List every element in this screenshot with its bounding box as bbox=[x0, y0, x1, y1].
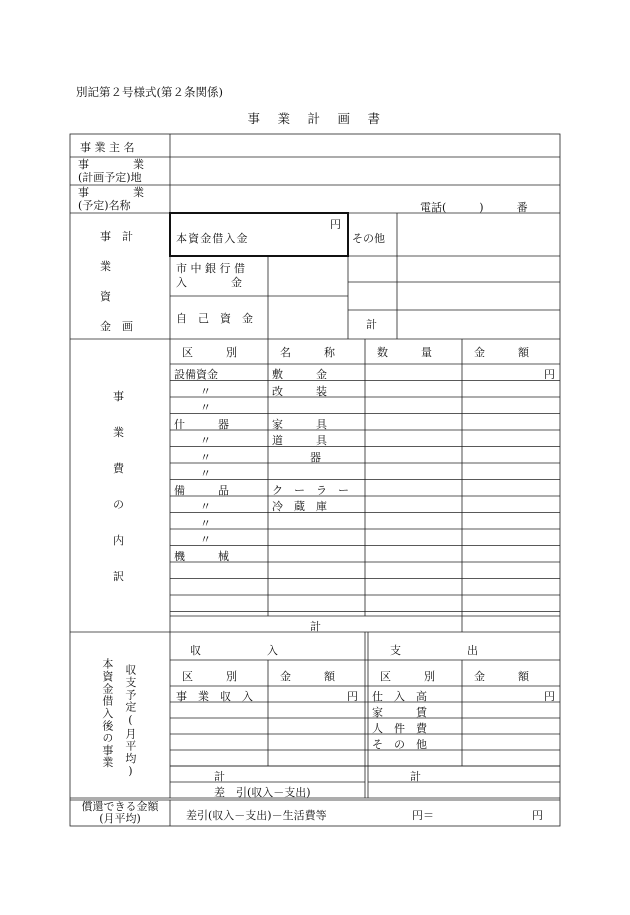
funding-total-label: 計 bbox=[366, 318, 377, 331]
funding-label-1: 事 計 bbox=[100, 230, 133, 243]
header-quantity: 数 量 bbox=[377, 346, 432, 359]
income-header: 収 入 bbox=[190, 644, 278, 657]
income-yen: 円 bbox=[347, 690, 358, 703]
other-label: その他 bbox=[352, 232, 385, 245]
breakdown-section-char: 事 bbox=[113, 390, 124, 403]
breakdown-row-category: 〃 bbox=[200, 401, 211, 414]
breakdown-section-char: 業 bbox=[113, 426, 124, 439]
owner-name-label: 事 業 主 名 bbox=[80, 141, 135, 154]
repayment-yen: 円 bbox=[532, 809, 543, 822]
breakdown-row-category: 〃 bbox=[200, 500, 211, 513]
breakdown-row-category: 設備資金 bbox=[174, 368, 218, 381]
expense-total-label: 計 bbox=[410, 770, 421, 783]
income-cat-header: 区 別 bbox=[182, 670, 237, 683]
breakdown-row-category: 什 器 bbox=[174, 417, 229, 431]
expense-cat-header: 区 別 bbox=[380, 670, 435, 683]
breakdown-row-category: 〃 bbox=[200, 516, 211, 530]
header-amount: 金 額 bbox=[474, 346, 529, 359]
form-caption: 別記第２号様式(第２条関係) bbox=[76, 85, 223, 99]
funding-label-2: 業 bbox=[100, 260, 111, 273]
breakdown-section-char: 内 bbox=[113, 534, 124, 547]
breakdown-row-category: 〃 bbox=[200, 450, 211, 464]
expense-row-category: 仕 入 高 bbox=[372, 690, 427, 703]
expense-header: 支 出 bbox=[390, 644, 478, 657]
funding-label-4: 金 画 bbox=[100, 320, 133, 333]
breakdown-row-category: 備 品 bbox=[174, 483, 229, 497]
breakdown-yen: 円 bbox=[544, 368, 555, 381]
funding-label-3: 資 bbox=[100, 290, 111, 303]
breakdown-row-category: 〃 bbox=[200, 434, 211, 447]
income-row-category: 事 業 収 入 bbox=[176, 690, 253, 703]
repayment-formula: 差引(収入－支出)－生活費等 bbox=[186, 809, 327, 822]
expense-yen: 円 bbox=[544, 690, 555, 703]
breakdown-section-char: 費 bbox=[113, 462, 124, 475]
repayment-yen-eq: 円＝ bbox=[412, 809, 434, 822]
header-name: 名 称 bbox=[280, 346, 335, 359]
phone-label: 電話( ) 番 bbox=[420, 201, 528, 214]
breakdown-row-category: 〃 bbox=[200, 533, 211, 546]
breakdown-row-name: 冷 蔵 庫 bbox=[272, 500, 327, 513]
self-fund-label: 自 己 資 金 bbox=[176, 312, 253, 325]
expense-amount-header: 金 額 bbox=[474, 670, 529, 683]
breakdown-row-name: 敷 金 bbox=[272, 368, 327, 381]
breakdown-total-label: 計 bbox=[310, 620, 321, 633]
difference-label: 差 引(収入－支出) bbox=[214, 786, 311, 799]
breakdown-row-category: 機 械 bbox=[174, 549, 229, 563]
after-loan-label: 本資金借入後の事業 bbox=[100, 658, 114, 769]
expense-row-category: 家 賃 bbox=[372, 706, 427, 719]
expense-row-category: 人 件 費 bbox=[372, 722, 427, 735]
location-label: 事 業 (計画予定)地 bbox=[78, 158, 144, 184]
breakdown-row-name: 道 具 bbox=[272, 434, 327, 447]
breakdown-row-name: ク ー ラ ー bbox=[272, 483, 349, 497]
income-amount-header: 金 額 bbox=[280, 670, 335, 683]
breakdown-row-name: 器 bbox=[310, 450, 321, 464]
document-title: 事 業 計 画 書 bbox=[247, 111, 383, 126]
business-name-label: 事 業 (予定)名称 bbox=[78, 186, 144, 212]
repayment-label: 償還できる金額 (月平均) bbox=[81, 800, 159, 825]
loan-label: 本資金借入金 bbox=[176, 232, 249, 245]
loan-yen: 円 bbox=[330, 218, 341, 231]
expense-row-category: そ の 他 bbox=[372, 738, 427, 751]
income-total-label: 計 bbox=[214, 770, 225, 783]
breakdown-row-category: 〃 bbox=[200, 467, 211, 480]
after-loan-label-2: 収支予定(月平均) bbox=[123, 664, 137, 779]
breakdown-section-char: の bbox=[113, 498, 124, 511]
breakdown-row-name: 家 具 bbox=[272, 417, 327, 431]
breakdown-row-name: 改 装 bbox=[272, 384, 327, 398]
bank-loan-label: 市 中 銀 行 借 入 金 bbox=[176, 262, 245, 289]
breakdown-section-char: 訳 bbox=[113, 570, 124, 583]
breakdown-row-category: 〃 bbox=[200, 384, 211, 398]
header-category: 区 別 bbox=[182, 346, 237, 359]
